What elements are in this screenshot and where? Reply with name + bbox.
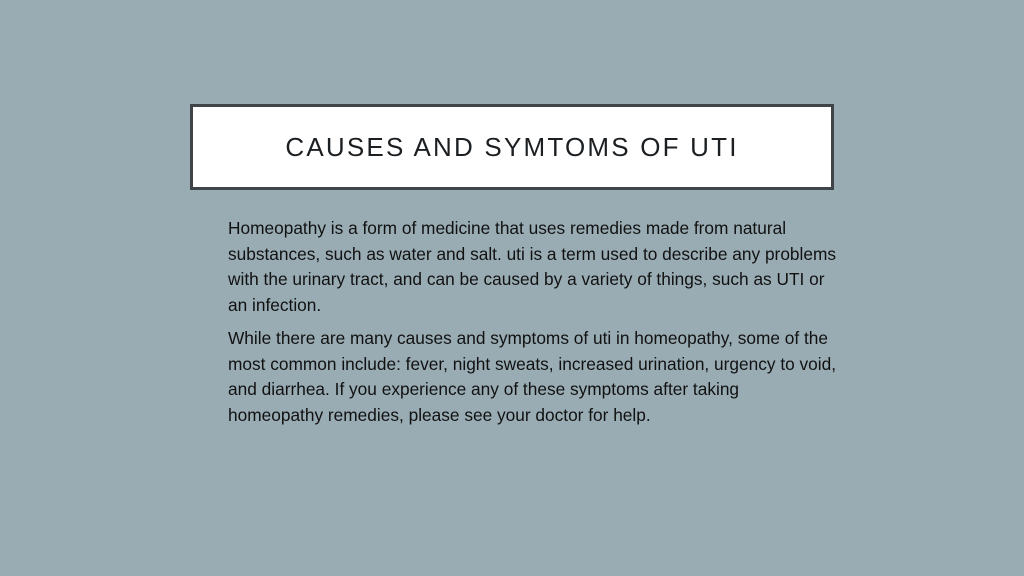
- body-paragraph-2: While there are many causes and symptoms of uti in homeopathy, some of the most common include: fever, night sweats, increased urination, urgency to void, and diarrhea. If you experience any of these symptoms after taking homeopathy remedies, please see your doctor for help.: [228, 328, 837, 425]
- body-paragraph-1: Homeopathy is a form of medicine that uses remedies made from natural substances, such as water and salt. uti is a term used to describe any problems with the urinary tract, and can be caused by a variety of things, such as UTI or an infection.: [228, 218, 837, 315]
- slide-body: [228, 216, 838, 436]
- slide-title: CAUSES AND SYMTOMS OF UTI: [285, 131, 739, 162]
- title-box: [190, 104, 834, 190]
